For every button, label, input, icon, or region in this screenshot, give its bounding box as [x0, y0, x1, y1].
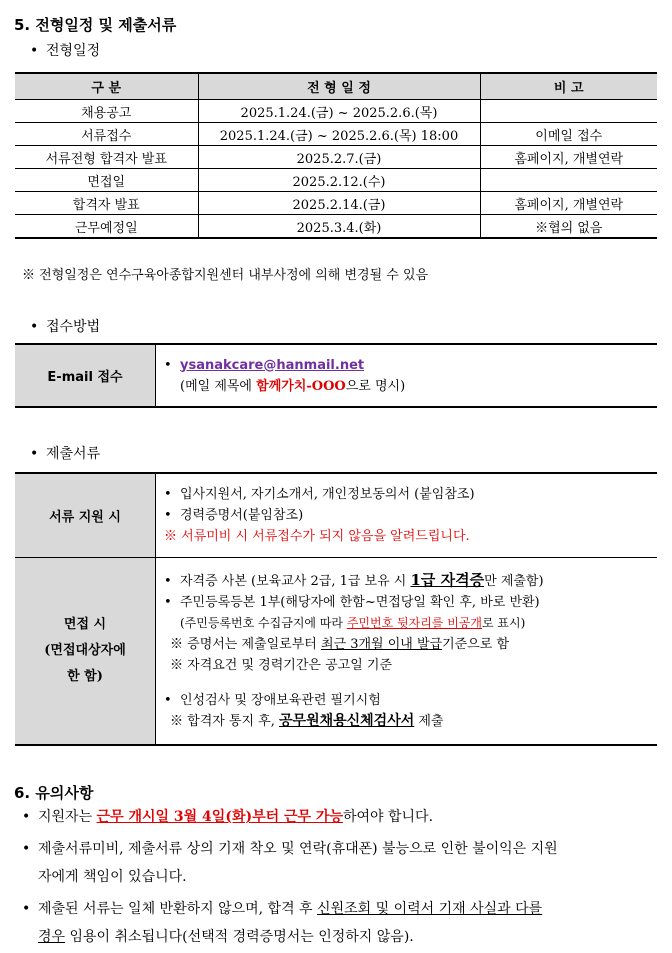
note-red: 주민번호 뒷자리를 비공개: [346, 615, 482, 630]
docs-interview-content: [156, 557, 658, 745]
row-category: 근무예정일: [15, 215, 198, 239]
docs-heading: [30, 443, 100, 463]
cert-post: 만 제출함): [484, 573, 544, 589]
test-text: 인성검사 및 장애보육관련 필기시험: [180, 692, 381, 708]
resident-note: [164, 613, 649, 634]
section6-title: 6. 유의사항: [14, 784, 94, 802]
cert-bold: 1급 자격증: [410, 570, 485, 589]
p3-pre: 제출된 서류는 일체 반환하지 않으며, 합격 후: [38, 901, 318, 917]
email-link[interactable]: ysanakcare@hanmail.net: [180, 357, 365, 373]
row-note: [480, 100, 657, 123]
table-row: [15, 100, 657, 123]
list-item: • 인성검사 및 장애보육관련 필기시험: [164, 692, 381, 708]
header-schedule: 전 형 일 정: [198, 73, 480, 100]
bullet: •: [30, 319, 39, 335]
p3-line2-u: 경우: [38, 929, 66, 945]
p3-u: 신원조회 및 이력서 기재 사실과 다를: [317, 901, 543, 917]
row-date: 2025.2.12.(수): [198, 169, 480, 192]
apply-label: E-mail 접수: [15, 344, 156, 407]
table-row: [15, 146, 657, 169]
bullet: •: [30, 446, 39, 462]
note-pre: (주민등록번호 수집금지에 따라: [180, 615, 347, 630]
list-item: • 입사지원서, 자기소개서, 개인정보동의서 (붙임참조): [164, 486, 475, 502]
notice-item-cont: 자에게 책임이 있습니다.: [38, 869, 187, 885]
docs-apply-content: [156, 473, 658, 557]
notice-item: • 제출된 서류는 일체 반환하지 않으며, 합격 후 신원조회 및 이력서 기재 사실과 다를: [22, 901, 543, 917]
list-item-text: 경력증명서(붙임참조): [180, 507, 304, 523]
apply-content: [156, 344, 658, 407]
schedule-heading-text: 전형일정: [46, 43, 101, 59]
subject-pre: (메일 제목에: [180, 378, 257, 394]
header-category: 구 분: [15, 73, 198, 100]
p1-pre: 지원자는: [38, 809, 97, 825]
row-note: 홈페이지, 개별연락: [480, 192, 657, 215]
table-row: [15, 215, 657, 239]
validity-note: [164, 634, 649, 655]
validity-pre: ※ 증명서는 제출일로부터: [170, 636, 321, 652]
bullet: •: [164, 357, 172, 373]
docs-apply-label: 서류 지원 시: [15, 473, 156, 557]
label-line: 면접 시: [63, 616, 107, 632]
p2-line1: 제출서류미비, 제출서류 상의 기재 착오 및 연락(휴대폰) 불능으로 인한 불이익은 지원: [38, 841, 558, 857]
email-line: [164, 355, 649, 376]
table-header-row: [15, 73, 657, 100]
subject-format: 함께가치-OOO: [256, 378, 346, 394]
row-note: 홈페이지, 개별연락: [480, 146, 657, 169]
health-note: [164, 711, 649, 732]
row-date: 2025.1.24.(금) ~ 2025.2.6.(목) 18:00: [198, 123, 480, 146]
p1-post: 하여야 합니다.: [342, 809, 434, 825]
docs-interview-label: [15, 557, 156, 745]
notice-list: [22, 803, 662, 951]
docs-heading-text: 제출서류: [46, 446, 101, 462]
health-post: 제출: [414, 713, 444, 729]
subject-line: [164, 376, 649, 397]
row-category: 합격자 발표: [15, 192, 198, 215]
validity-u: 최근 3개월 이내 발급: [320, 636, 443, 652]
row-note: 이메일 접수: [480, 123, 657, 146]
row-note: ※협의 없음: [480, 215, 657, 239]
row-date: 2025.2.14.(금): [198, 192, 480, 215]
subject-post: 으로 명시): [345, 378, 406, 394]
apply-box: [15, 343, 657, 408]
row-date: 2025.1.24.(금) ~ 2025.2.6.(목): [198, 100, 480, 123]
table-row: [15, 192, 657, 215]
row-date: 2025.3.4.(화): [198, 215, 480, 239]
validity-post: 기준으로 함: [442, 636, 510, 652]
apply-warning: ※ 서류미비 시 서류접수가 되지 않음을 알려드립니다.: [164, 528, 470, 544]
apply-heading-text: 접수방법: [46, 319, 101, 335]
header-note: 비 고: [480, 73, 657, 100]
schedule-table: [15, 72, 657, 239]
row-note: [480, 169, 657, 192]
notice-item: • 제출서류미비, 제출서류 상의 기재 착오 및 연락(휴대폰) 불능으로 인한 불이익은 지원: [22, 841, 558, 857]
label-line: (면접대상자에: [44, 642, 126, 658]
row-category: 채용공고: [15, 100, 198, 123]
note-post: 로 표시): [481, 615, 526, 630]
list-item: • 경력증명서(붙임참조): [164, 507, 304, 523]
p3-line2-post: 임용이 취소됩니다(선택적 경력증명서는 인정하지 않음).: [65, 929, 414, 945]
section5-title: 5. 전형일정 및 제출서류: [14, 16, 177, 34]
table-row: [15, 123, 657, 146]
bullet: •: [30, 43, 39, 59]
health-bold: 공무원채용신체검사서: [279, 712, 415, 729]
table-row: [15, 169, 657, 192]
apply-heading: [30, 316, 100, 336]
schedule-note: ※ 전형일정은 연수구육아종합지원센터 내부사정에 의해 변경될 수 있음: [22, 268, 429, 283]
qualification-note: ※ 자격요건 및 경력기간은 공고일 기준: [170, 657, 393, 673]
row-category: 면접일: [15, 169, 198, 192]
schedule-heading: [30, 40, 100, 60]
notice-item-cont: [22, 923, 662, 951]
docs-table: [15, 472, 657, 746]
list-item: • 주민등록등본 1부(해당자에 한함~면접당일 확인 후, 바로 반환): [164, 594, 540, 610]
label-line: 한 함): [67, 668, 103, 684]
p1-red: 근무 개시일 3월 4일(화)부터 근무 가능: [96, 809, 343, 825]
row-category: 서류전형 합격자 발표: [15, 146, 198, 169]
notice-item: • 지원자는 근무 개시일 3월 4일(화)부터 근무 가능하여야 합니다.: [22, 809, 434, 825]
list-item-text: 입사지원서, 자기소개서, 개인정보동의서 (붙임참조): [180, 486, 475, 502]
cert-pre: 자격증 사본 (보육교사 2급, 1급 보유 시: [180, 573, 411, 589]
list-item: • 자격증 사본 (보육교사 2급, 1급 보유 시 1급 자격증만 제출함): [164, 570, 544, 589]
resident-text: 주민등록등본 1부(해당자에 한함~면접당일 확인 후, 바로 반환): [180, 594, 540, 610]
health-pre: ※ 합격자 통지 후,: [170, 713, 280, 729]
row-category: 서류접수: [15, 123, 198, 146]
row-date: 2025.2.7.(금): [198, 146, 480, 169]
